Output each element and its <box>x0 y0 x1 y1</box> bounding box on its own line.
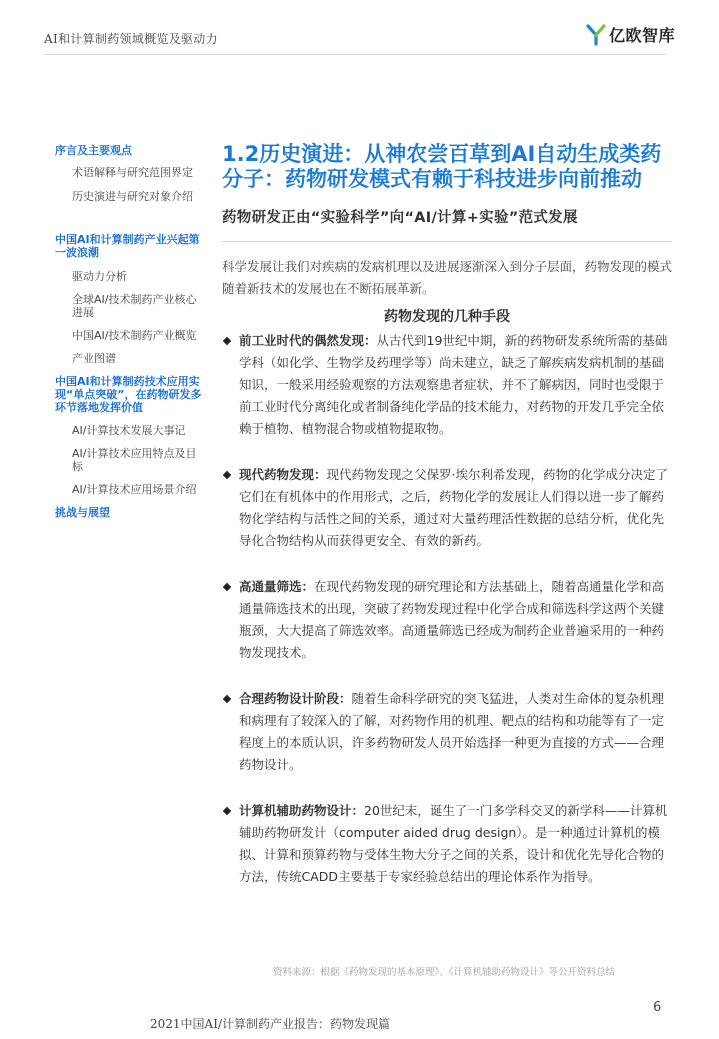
header-divider <box>44 54 666 55</box>
logo <box>586 23 675 46</box>
bullet-text: 从古代到19世纪中期，新的药物研发系统所需的基础学科（如化学、生物学及药理学等）尚未建立，缺乏了解疾病发病机制的基础知识，一般采用经验观察的方法观察患者症状，并不了解病因，同时也受限于前工业时代分离纯化或者制备纯化学品的技术能力，对药物的开发几乎完全依赖于植物、植物混合物或植物提取物。 <box>239 333 668 436</box>
intro-paragraph: 科学发展让我们对疾病的发病机理以及进展逐渐深入到分子层面，药物发现的模式随着新技术的发展也在不断拓展革新。 <box>222 259 673 296</box>
subtitle: 药物研发正由“实验科学”向“AI/计算+实验”范式发展 <box>222 210 578 226</box>
bullet-label: 计算机辅助药物设计： <box>239 803 365 818</box>
bullet-label: 合理药物设计阶段： <box>239 691 352 706</box>
toc-item-global-progress[interactable]: 全球AI/技术制药产业核心进展 <box>72 293 197 319</box>
bullet-rational-design <box>222 688 672 776</box>
toc-item-terms[interactable]: 术语解释与研究范围界定 <box>72 166 193 179</box>
toc-section-preface[interactable]: 序言及主要观点 <box>55 144 132 157</box>
bullet-text: 在现代药物发现的研究理论和方法基础上，随着高通量化学和高通量筛选技术的出现，突破了药物发现过程中化学合成和筛选科学这两个关键瓶颈，大大提高了筛选效率。高通量筛选已经成为制药企业普遍采用的一种药物发现技术。 <box>239 579 665 660</box>
toc-section-challenges[interactable]: 挑战与展望 <box>55 506 110 519</box>
toc-item-history[interactable]: 历史演进与研究对象介绍 <box>72 190 193 203</box>
bullet-cadd <box>222 800 672 888</box>
toc-section-applications[interactable]: 中国AI和计算制药技术应用实现“单点突破”，在药物研发多环节落地发挥价值 <box>55 375 202 414</box>
source-note: 资料来源：根据《药物发现的基本原理》、《计算机辅助药物设计》等公开资料总结 <box>273 967 616 978</box>
toc-item-features[interactable]: AI/计算技术应用特点及目标 <box>72 447 197 473</box>
bullet-preindustrial <box>222 330 672 440</box>
diamond-bullet-icon <box>223 471 231 479</box>
bullet-text: 随着生命科学研究的突飞猛进，人类对生命体的复杂机理和病理有了较深入的了解，对药物作用的机理、靶点的结构和功能等有了一定程度上的本质认识，许多药物研发人员开始选择一种更为直接的方式——合理药物设计。 <box>239 691 665 772</box>
bullet-modern <box>222 464 672 552</box>
bullet-text: 20世纪末，诞生了一门多学科交叉的新学科——计算机辅助药物研发计（computer aided drug design）。是一种通过计算机的模拟、计算和预算药物与受体生物大分子之间的关系，设计和优化先导化合物的方法，传统CADD主要基于专家经验总结出的理论体系作为指导。 <box>239 803 668 884</box>
header-title: AI和计算制药领域概览及驱动力 <box>44 32 218 46</box>
section-title: 药物发现的几种手段 <box>384 309 510 325</box>
bullet-label: 前工业时代的偶然发现： <box>239 333 377 348</box>
bullet-label: 高通量筛选： <box>239 579 315 594</box>
subtitle-divider <box>222 241 672 242</box>
diamond-bullet-icon <box>223 337 231 345</box>
diamond-bullet-icon <box>223 695 231 703</box>
toc-section-first-wave[interactable]: 中国AI和计算制药产业兴起第一波浪潮 <box>55 233 200 259</box>
main-content <box>222 142 672 888</box>
logo-text: 亿欧智库 <box>609 26 676 45</box>
toc-item-china-overview[interactable]: 中国AI/技术制药产业概览 <box>72 329 197 342</box>
page-number: 6 <box>653 1000 662 1015</box>
bullet-high-throughput <box>222 576 672 664</box>
page-title: 1.2历史演进：从神农尝百草到AI自动生成类药分子：药物研发模式有赖于科技进步向前推动 <box>222 142 662 191</box>
bullet-label: 现代药物发现： <box>239 467 327 482</box>
logo-icon <box>586 24 606 46</box>
toc-item-milestones[interactable]: AI/计算技术发展大事记 <box>72 424 186 437</box>
toc-item-scenarios[interactable]: AI/计算技术应用场景介绍 <box>72 483 197 496</box>
toc-sidebar <box>55 144 205 519</box>
footer-title: 2021中国AI/计算制药产业报告：药物发现篇 <box>150 1017 390 1031</box>
diamond-bullet-icon <box>223 583 231 591</box>
toc-item-drivers[interactable]: 驱动力分析 <box>72 270 127 283</box>
diamond-bullet-icon <box>223 807 231 815</box>
toc-item-industry-map[interactable]: 产业图谱 <box>72 352 116 365</box>
bullet-text: 现代药物发现之父保罗·埃尔利希发现，药物的化学成分决定了它们在有机体中的作用形式，之后，药物化学的发展让人们得以进一步了解药物化学结构与活性之间的关系，通过对大量药理活性数据的总结分析，优化先导化合物结构从而获得更安全、有效的新药。 <box>239 467 668 548</box>
